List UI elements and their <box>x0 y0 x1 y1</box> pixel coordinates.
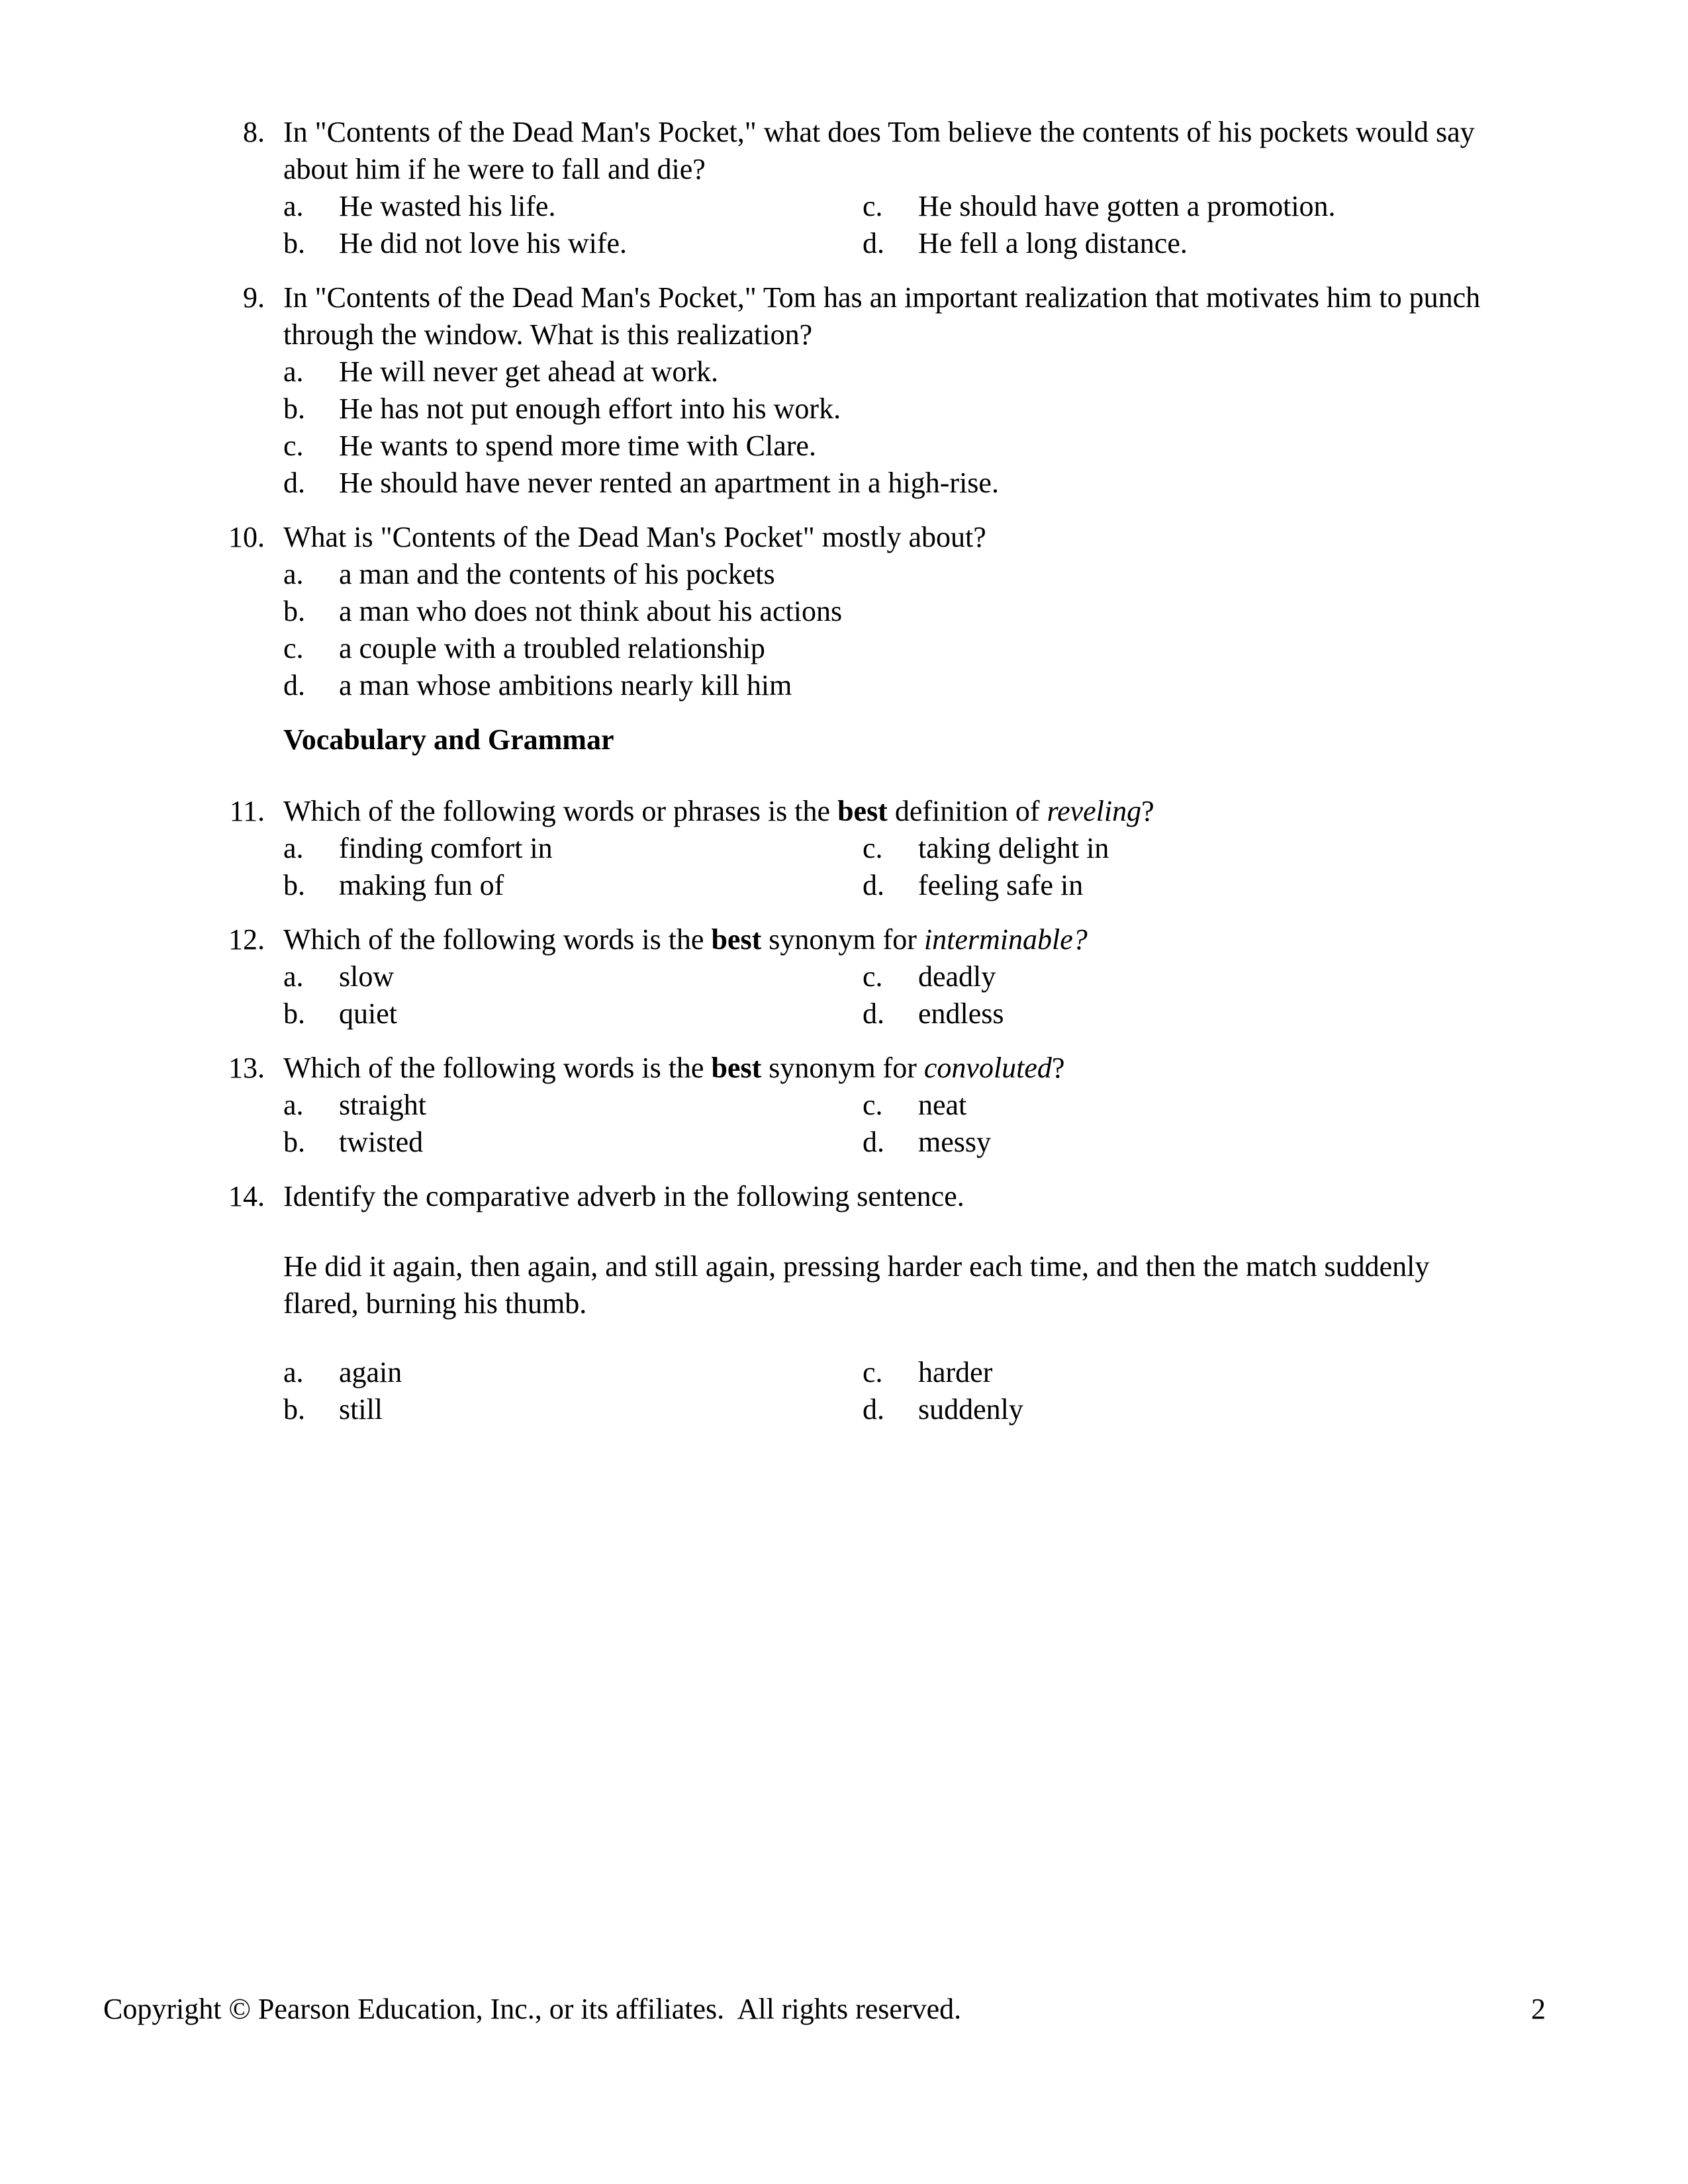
choice-text: He did not love his wife. <box>339 227 628 259</box>
choice-item <box>283 1124 863 1161</box>
choice-list <box>283 353 1499 502</box>
choice-label: d. <box>863 1393 884 1426</box>
choice-text: taking delight in <box>918 832 1109 864</box>
question-stem <box>283 519 1499 556</box>
stem-text: Which of the following words is the <box>283 923 712 956</box>
stem-bold-text: best <box>837 795 888 827</box>
choice-label: a. <box>283 1089 304 1121</box>
question-number: 8. <box>243 116 265 148</box>
choice-item <box>863 1087 1499 1124</box>
question-body <box>283 114 1499 262</box>
choice-item <box>863 188 1499 225</box>
question-item <box>218 1050 1499 1161</box>
choice-text: making fun of <box>339 869 504 901</box>
stem-text: ? <box>1141 795 1154 827</box>
choice-item <box>863 1354 1499 1391</box>
question-number: 11. <box>229 795 265 827</box>
choice-item <box>283 667 1499 704</box>
question-stem <box>283 114 1499 188</box>
choice-item <box>283 867 863 904</box>
choice-list <box>283 1087 1499 1161</box>
choice-text: He should have gotten a promotion. <box>918 190 1336 222</box>
question-item <box>218 519 1499 704</box>
choice-text: straight <box>339 1089 426 1121</box>
stem-text: In "Contents of the Dead Man's Pocket," Tom has an important realization that motivates him to punch through the window. What is this realization? <box>283 281 1481 351</box>
choice-label: c. <box>283 632 304 664</box>
choice-text: He will never get ahead at work. <box>339 355 718 388</box>
choice-text: a couple with a troubled relationship <box>339 632 765 664</box>
choice-text: harder <box>918 1356 993 1388</box>
choice-text: a man who does not think about his actions <box>339 595 843 627</box>
choice-item <box>283 556 1499 593</box>
section-heading: Vocabulary and Grammar <box>283 723 614 756</box>
choice-text: slow <box>339 960 395 993</box>
choice-item <box>863 1124 1499 1161</box>
choice-text: finding comfort in <box>339 832 553 864</box>
question-item <box>218 279 1499 502</box>
choice-item <box>283 1354 863 1391</box>
question-body <box>283 1050 1499 1161</box>
choice-label: c. <box>863 1089 883 1121</box>
choice-label: b. <box>283 595 305 627</box>
question-item <box>218 1178 1499 1428</box>
question-number: 9. <box>243 281 265 314</box>
choice-text: He wants to spend more time with Clare. <box>339 430 816 462</box>
question-stem <box>283 793 1499 830</box>
choice-label: c. <box>863 960 883 993</box>
choice-item <box>863 830 1499 867</box>
stem-text: synonym for <box>761 923 924 956</box>
question-body <box>283 921 1499 1032</box>
choice-label: a. <box>283 832 304 864</box>
choice-label: d. <box>283 467 305 499</box>
choice-item <box>283 390 1499 428</box>
choice-item <box>283 593 1499 630</box>
choice-text: He fell a long distance. <box>918 227 1188 259</box>
choice-item <box>283 995 863 1032</box>
choice-text: suddenly <box>918 1393 1023 1426</box>
question-body <box>283 793 1499 904</box>
choice-label: b. <box>283 1393 305 1426</box>
stem-bold-text: best <box>711 923 762 956</box>
choice-text: messy <box>918 1126 991 1158</box>
choice-label: a. <box>283 190 304 222</box>
question-number: 10. <box>228 521 265 553</box>
choice-text: quiet <box>339 997 397 1030</box>
choice-label: a. <box>283 355 304 388</box>
footer <box>103 1991 1546 2028</box>
choice-item <box>863 225 1499 262</box>
choice-item <box>283 353 1499 390</box>
stem-text: synonym for <box>761 1052 924 1084</box>
choice-text: feeling safe in <box>918 869 1084 901</box>
footer-copyright: Copyright © Pearson Education, Inc., or its affiliates. All rights reserved. <box>103 1993 962 2025</box>
choice-list <box>283 830 1499 904</box>
choice-item <box>283 1391 863 1428</box>
choice-label: b. <box>283 869 305 901</box>
choice-label: d. <box>863 997 884 1030</box>
stem-text: Which of the following words is the <box>283 1052 712 1084</box>
stem-text: Which of the following words or phrases is the <box>283 795 838 827</box>
question-number: 12. <box>228 923 265 956</box>
choice-label: b. <box>283 1126 305 1158</box>
choice-text: a man whose ambitions nearly kill him <box>339 669 792 702</box>
choice-label: c. <box>283 430 304 462</box>
choice-label: b. <box>283 227 305 259</box>
choice-item <box>283 188 863 225</box>
choice-label: b. <box>283 392 305 425</box>
page-number: 2 <box>1531 1993 1546 2025</box>
choice-item <box>283 830 863 867</box>
choice-label: d. <box>863 1126 884 1158</box>
choice-list <box>283 188 1499 262</box>
question-stem <box>283 279 1499 353</box>
choice-item <box>863 995 1499 1032</box>
stem-italic-text: reveling <box>1047 795 1142 827</box>
choice-item <box>283 225 863 262</box>
choice-text: deadly <box>918 960 996 993</box>
question-stem <box>283 1050 1499 1087</box>
choice-text: He has not put enough effort into his work. <box>339 392 841 425</box>
question-stem <box>283 921 1499 958</box>
choice-text: twisted <box>339 1126 424 1158</box>
choice-item <box>283 465 1499 502</box>
question-stem <box>283 1178 1499 1215</box>
choice-label: c. <box>863 190 883 222</box>
question-body <box>283 519 1499 704</box>
choice-label: a. <box>283 960 304 993</box>
choice-text: He should have never rented an apartment in a high-rise. <box>339 467 999 499</box>
choice-text: endless <box>918 997 1004 1030</box>
stem-text: Identify the comparative adverb in the following sentence. <box>283 1180 964 1212</box>
choice-list <box>283 958 1499 1032</box>
stem-italic-text: interminable? <box>923 923 1088 956</box>
choice-label: a. <box>283 1356 304 1388</box>
choice-label: c. <box>863 1356 883 1388</box>
question-body <box>283 279 1499 502</box>
question-number: 14. <box>228 1180 265 1212</box>
choice-item <box>863 867 1499 904</box>
question-item <box>218 921 1499 1032</box>
choice-list <box>283 556 1499 704</box>
choice-label: c. <box>863 832 883 864</box>
choice-label: d. <box>283 669 305 702</box>
choice-item <box>863 958 1499 995</box>
choice-item <box>863 1391 1499 1428</box>
choice-label: d. <box>863 869 884 901</box>
choice-item <box>283 630 1499 667</box>
stem-text: definition of <box>887 795 1047 827</box>
choice-item <box>283 1087 863 1124</box>
questions <box>218 114 1499 1445</box>
choice-item <box>283 428 1499 465</box>
choice-text: a man and the contents of his pockets <box>339 558 775 590</box>
stem-bold-text: best <box>711 1052 762 1084</box>
choice-label: d. <box>863 227 884 259</box>
choice-item <box>283 958 863 995</box>
choice-label: b. <box>283 997 305 1030</box>
question-item <box>218 114 1499 262</box>
question-number: 13. <box>228 1052 265 1084</box>
choice-text: He wasted his life. <box>339 190 556 222</box>
choice-text: neat <box>918 1089 967 1121</box>
question-body <box>283 1178 1499 1428</box>
choice-text: still <box>339 1393 383 1426</box>
stem-italic-text: convoluted <box>923 1052 1052 1084</box>
stem-text: In "Contents of the Dead Man's Pocket," what does Tom believe the contents of his pockets would say about him if he were to fall and die? <box>283 116 1475 185</box>
stem-text: What is "Contents of the Dead Man's Pocket" mostly about? <box>283 521 986 553</box>
question-item <box>218 793 1499 904</box>
choice-label: a. <box>283 558 304 590</box>
choice-list <box>283 1354 1499 1428</box>
question-sentence: He did it again, then again, and still again, pressing harder each time, and then the match suddenly flared, burning his thumb. <box>283 1250 1430 1320</box>
stem-text: ? <box>1051 1052 1065 1084</box>
choice-text: again <box>339 1356 402 1388</box>
